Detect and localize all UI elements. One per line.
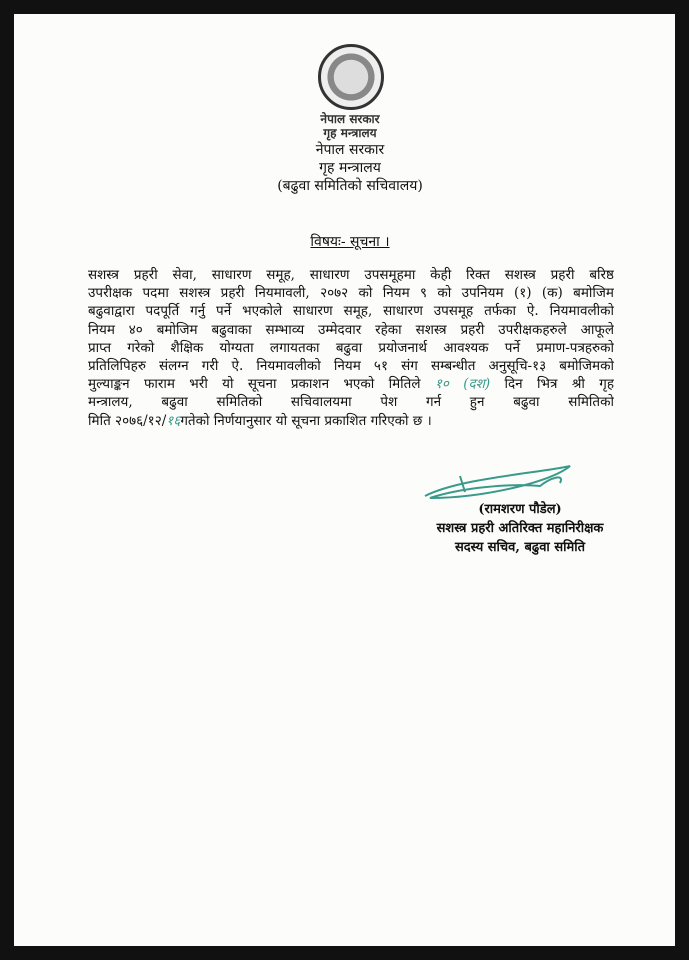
body-line: प्राप्त गरेको शैक्षिक योग्यता लगायतका बढुवा प्रयोजनार्थ आवश्यक पर्ने प्रमाण-पत्रहरुको bbox=[88, 339, 614, 356]
body-line: प्रतिलिपिहरु संलग्न गरी ऐ. नियमावलीको नियम ५१ संग सम्बन्धीत अनुसूचि-१३ बमोजिमको bbox=[88, 357, 614, 374]
stamp-line: नेपाल सरकार bbox=[320, 112, 380, 126]
header-government: नेपाल सरकार bbox=[315, 142, 385, 158]
body-line: सशस्त्र प्रहरी सेवा, साधारण समूह, साधारण उपसमूहमा केही रिक्त सशस्त्र प्रहरी बरिष्ठ bbox=[88, 267, 614, 283]
handwritten-days: १० (दश) bbox=[434, 376, 491, 393]
body-text: दिन भित्र श्री गृह bbox=[490, 376, 614, 393]
signer-title: सशस्त्र प्रहरी अतिरिक्त महानिरीक्षक bbox=[436, 521, 604, 536]
subject-line bbox=[200, 232, 500, 251]
body-line: मन्त्रालय, बढुवा समितिको सचिवालयमा पेश गर्न हुन बढुवा समितिको bbox=[88, 394, 614, 411]
handwritten-date: १६ bbox=[166, 412, 181, 429]
header-secretariat: (बढुवा समितिको सचिवालय) bbox=[277, 178, 423, 194]
subject-text: विषयः- सूचना । bbox=[310, 234, 390, 250]
nepal-government-emblem-icon bbox=[318, 44, 384, 110]
body-line bbox=[88, 412, 614, 430]
stamp-line: गृह मन्त्रालय bbox=[323, 126, 377, 140]
body-text: मिति २०७६/१२/ bbox=[88, 412, 167, 429]
body-text: मुल्याङ्कन फाराम भरी यो सूचना प्रकाशन भएको मितिले bbox=[88, 376, 435, 393]
notice-body bbox=[88, 266, 614, 430]
body-line: नियम ४० बमोजिम बढुवाका सम्भाव्य उम्मेदवार रहेका सशस्त्र प्रहरी उपरीक्षकहरुले आफूले bbox=[88, 321, 614, 338]
signer-name: (रामशरण पौडेल) bbox=[478, 502, 562, 517]
body-line: उपरीक्षक पदमा सशस्त्र प्रहरी नियमावली, २०७२ को नियम ९ को उपनियम (१) (क) बमोजिम bbox=[88, 285, 614, 302]
body-line: बढुवाद्वारा पदपूर्ति गर्नु पर्ने भएकोले साधारण समूह, साधारण उपसमूह तर्फका ऐ. नियमावलीको bbox=[88, 303, 614, 320]
ministry-stamp bbox=[300, 112, 400, 140]
signer-role: सदस्य सचिव, बढुवा समिति bbox=[454, 540, 586, 555]
body-text: गतेको निर्णयानुसार यो सूचना प्रकाशित गरिएको छ । bbox=[180, 412, 432, 429]
body-line bbox=[88, 375, 614, 393]
header-ministry: गृह मन्त्रालय bbox=[319, 160, 381, 176]
